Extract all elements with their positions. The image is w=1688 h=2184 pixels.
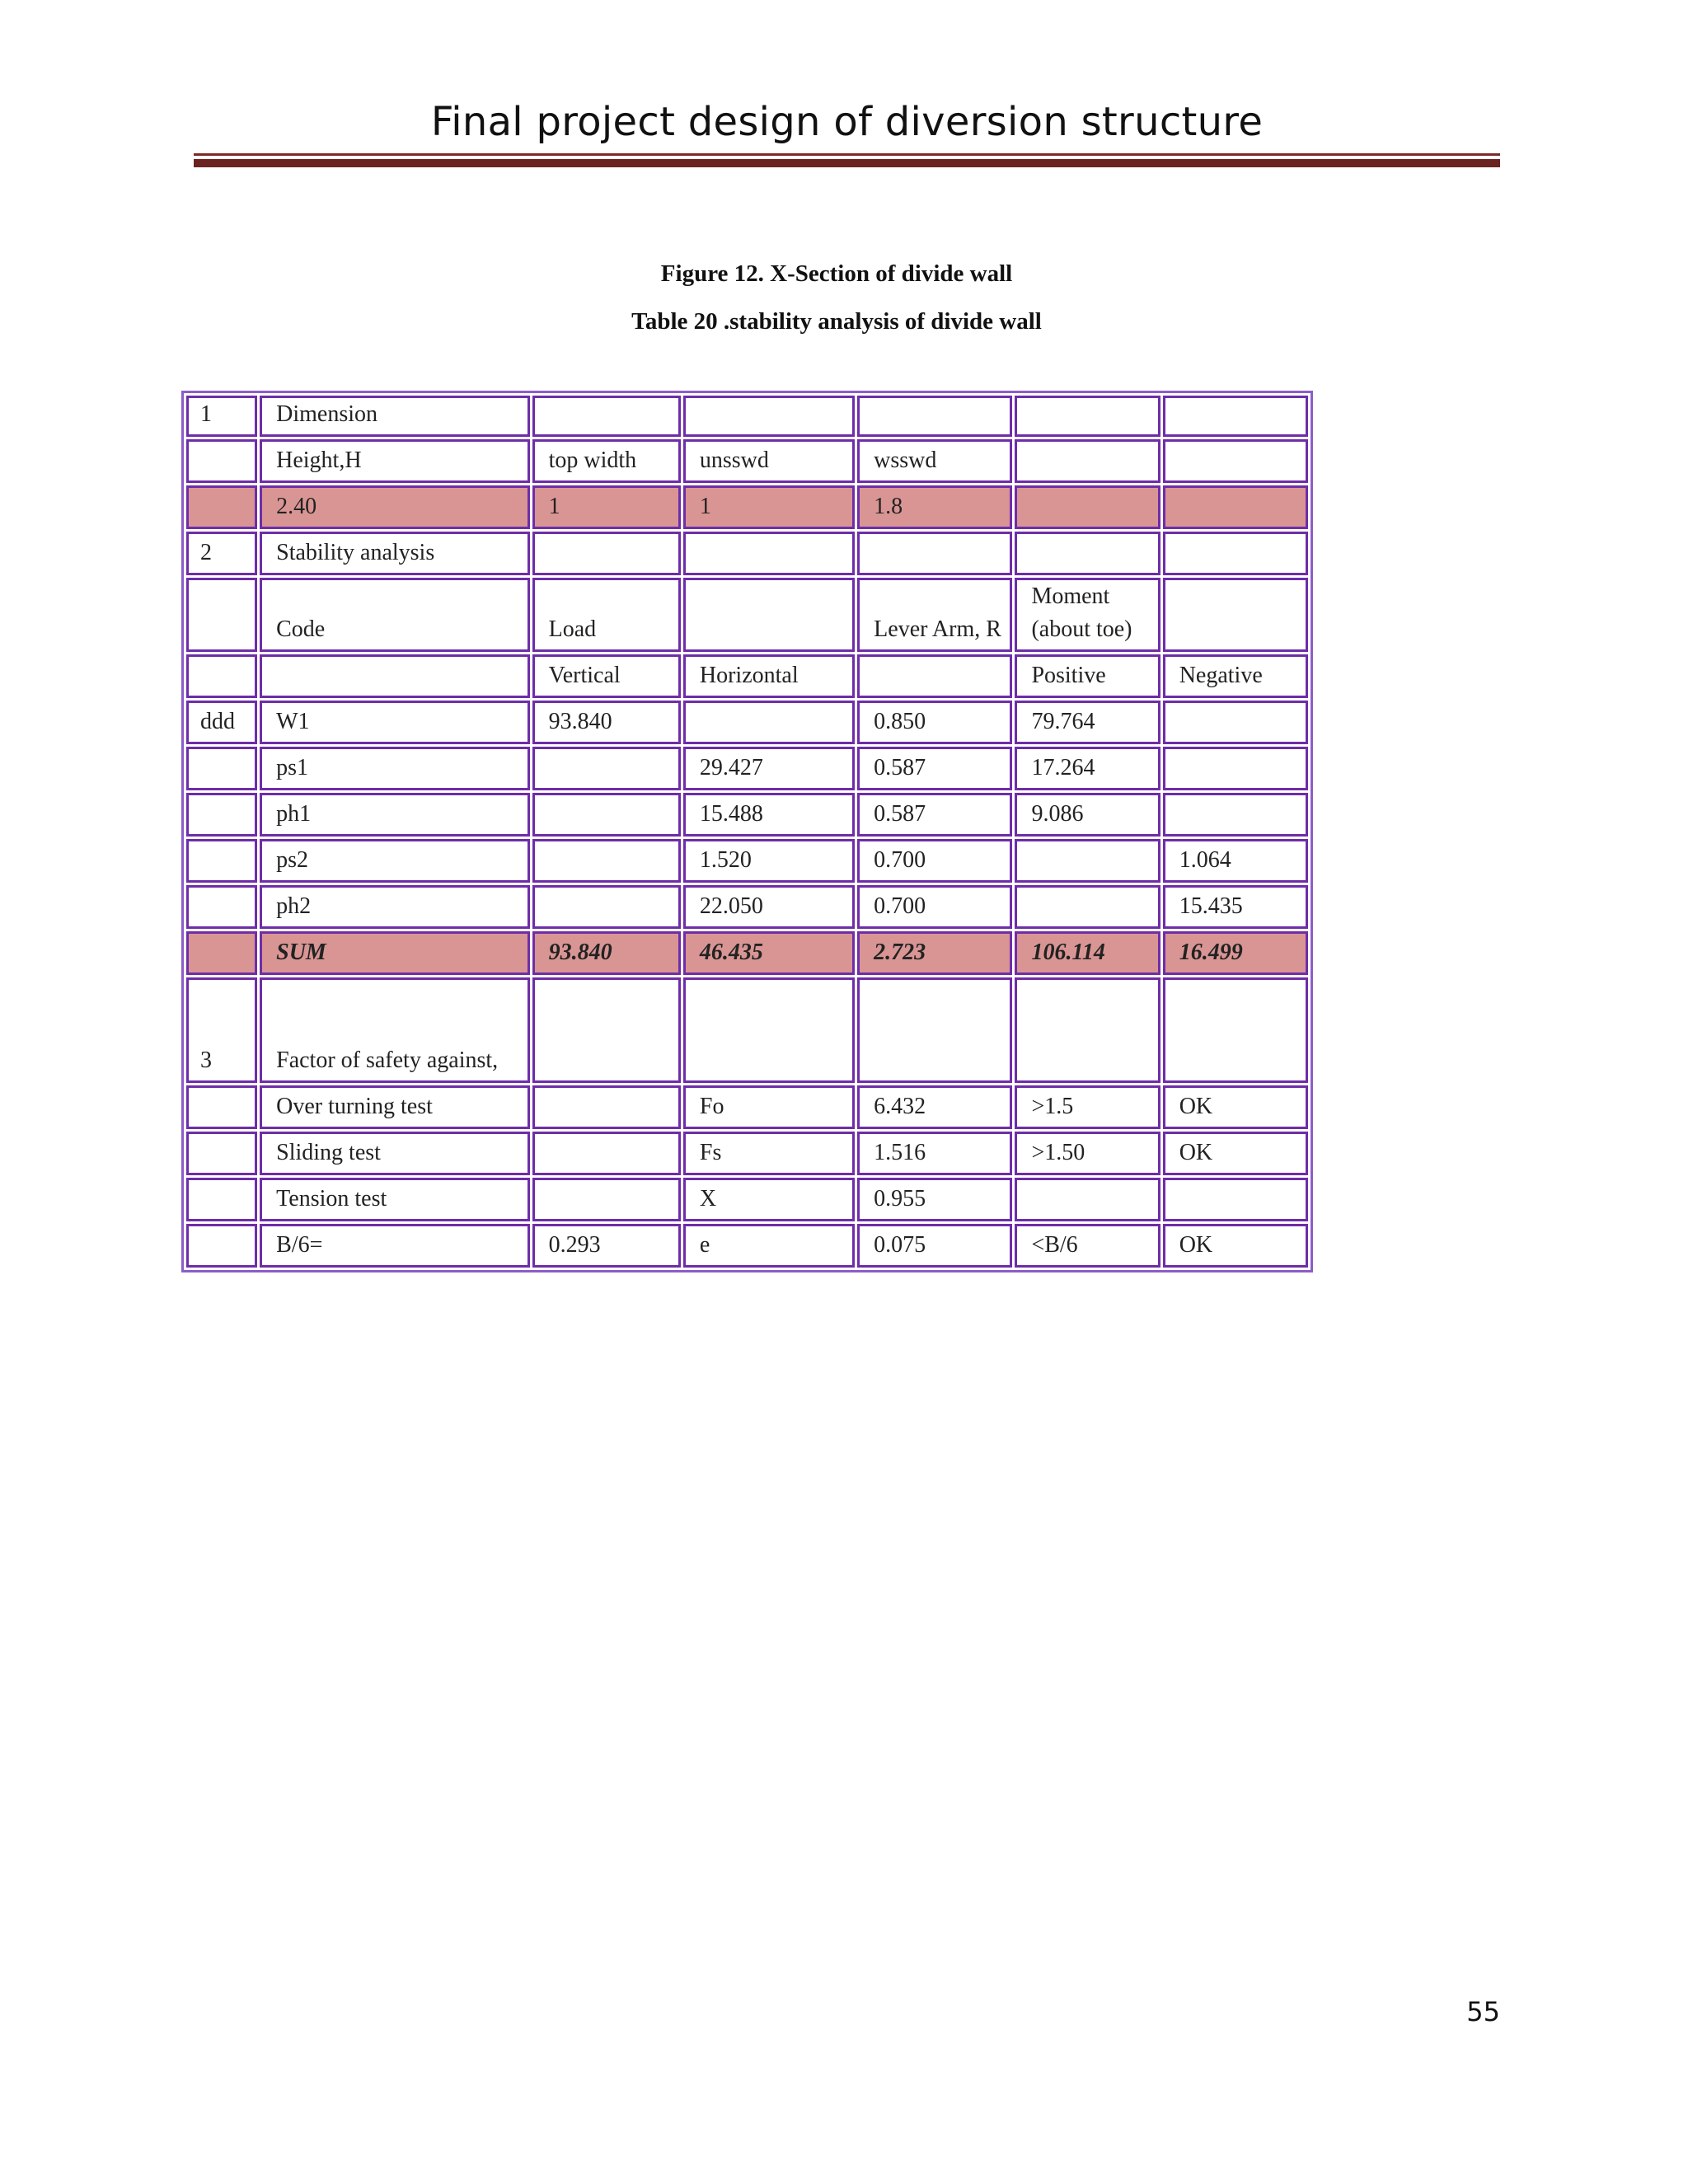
table-cell: 6.432: [857, 1085, 1012, 1129]
table-cell: ddd: [186, 701, 257, 744]
table-cell: 29.427: [683, 747, 855, 790]
table-cell: [857, 654, 1012, 698]
table-cell: [1015, 885, 1160, 929]
table-cell: Moment (about toe): [1015, 578, 1160, 652]
table-cell: 22.050: [683, 885, 855, 929]
table-row: [186, 1224, 1308, 1268]
table-cell: [532, 1178, 681, 1221]
table-caption: Table 20 .stability analysis of divide wall: [631, 308, 1042, 335]
table-cell: [1015, 839, 1160, 883]
table-cell: [186, 931, 257, 975]
table-cell: [1015, 439, 1160, 483]
table-cell: OK: [1163, 1132, 1308, 1175]
table-row: [186, 747, 1308, 790]
table-cell: 15.435: [1163, 885, 1308, 929]
table-cell: Positive: [1015, 654, 1160, 698]
table-cell: [683, 396, 855, 437]
table-cell: [1015, 532, 1160, 575]
table-cell: [186, 485, 257, 529]
table-cell: Stability analysis: [260, 532, 529, 575]
stability-analysis-table-frame: [181, 391, 1313, 1272]
table-cell: 93.840: [532, 931, 681, 975]
table-cell: [1163, 532, 1308, 575]
table-cell: ps2: [260, 839, 529, 883]
table-cell: [683, 532, 855, 575]
table-cell: >1.50: [1015, 1132, 1160, 1175]
table-row: [186, 793, 1308, 837]
table-cell: 1: [186, 396, 257, 437]
table-cell: 9.086: [1015, 793, 1160, 837]
table-cell: [683, 701, 855, 744]
table-cell: [186, 1085, 257, 1129]
table-cell: [1163, 1178, 1308, 1221]
table-cell: 15.488: [683, 793, 855, 837]
header-rule-thick: [194, 159, 1500, 167]
table-cell: [186, 885, 257, 929]
table-row: [186, 839, 1308, 883]
table-cell: [260, 654, 529, 698]
table-cell: [186, 747, 257, 790]
header-rule-thin: [194, 153, 1500, 156]
table-cell: 79.764: [1015, 701, 1160, 744]
table-cell: Dimension: [260, 396, 529, 437]
table-cell: 1.064: [1163, 839, 1308, 883]
table-row: [186, 931, 1308, 975]
table-cell: Factor of safety against,: [260, 977, 529, 1083]
table-cell: Negative: [1163, 654, 1308, 698]
table-cell: Height,H: [260, 439, 529, 483]
table-cell: 1: [532, 485, 681, 529]
table-cell: [1015, 977, 1160, 1083]
table-row: [186, 1178, 1308, 1221]
table-cell: 0.700: [857, 885, 1012, 929]
table-row: [186, 1132, 1308, 1175]
table-cell: 106.114: [1015, 931, 1160, 975]
table-cell: Code: [260, 578, 529, 652]
table-cell: Lever Arm, R: [857, 578, 1012, 652]
table-cell: 3: [186, 977, 257, 1083]
table-cell: [1163, 578, 1308, 652]
table-row: [186, 396, 1308, 437]
table-cell: [683, 977, 855, 1083]
table-cell: [683, 578, 855, 652]
table-cell: 1.516: [857, 1132, 1012, 1175]
table-cell: [1015, 396, 1160, 437]
table-cell: X: [683, 1178, 855, 1221]
table-cell: >1.5: [1015, 1085, 1160, 1129]
table-cell: unsswd: [683, 439, 855, 483]
table-cell: [186, 839, 257, 883]
table-cell: Tension test: [260, 1178, 529, 1221]
table-cell: 2: [186, 532, 257, 575]
table-cell: [1015, 485, 1160, 529]
table-cell: 17.264: [1015, 747, 1160, 790]
table-cell: [186, 1178, 257, 1221]
figure-caption: Figure 12. X-Section of divide wall: [660, 260, 1013, 287]
table-cell: OK: [1163, 1085, 1308, 1129]
table-cell: [532, 396, 681, 437]
table-cell: ph1: [260, 793, 529, 837]
table-row: [186, 485, 1308, 529]
table-cell: 93.840: [532, 701, 681, 744]
table-cell: Over turning test: [260, 1085, 529, 1129]
table-cell: [186, 1132, 257, 1175]
table-cell: Fo: [683, 1085, 855, 1129]
table-cell: Sliding test: [260, 1132, 529, 1175]
table-cell: [1163, 747, 1308, 790]
table-cell: [532, 977, 681, 1083]
table-cell: 0.075: [857, 1224, 1012, 1268]
table-cell: [532, 532, 681, 575]
table-cell: [186, 578, 257, 652]
table-cell: [857, 977, 1012, 1083]
table-cell: [186, 1224, 257, 1268]
table-cell: SUM: [260, 931, 529, 975]
table-cell: Vertical: [532, 654, 681, 698]
table-cell: [532, 839, 681, 883]
table-cell: 2.40: [260, 485, 529, 529]
table-cell: 2.723: [857, 931, 1012, 975]
table-row: [186, 1085, 1308, 1129]
table-cell: [1163, 977, 1308, 1083]
page-number: 55: [1466, 1996, 1500, 2027]
table-cell: wsswd: [857, 439, 1012, 483]
table-cell: B/6=: [260, 1224, 529, 1268]
table-cell: [1163, 396, 1308, 437]
table-cell: W1: [260, 701, 529, 744]
table-cell: [1163, 793, 1308, 837]
table-cell: [1163, 701, 1308, 744]
table-cell: [857, 532, 1012, 575]
table-cell: [1163, 439, 1308, 483]
table-cell: 0.293: [532, 1224, 681, 1268]
table-cell: [532, 1132, 681, 1175]
table-cell: 16.499: [1163, 931, 1308, 975]
table-cell: [532, 747, 681, 790]
table-cell: OK: [1163, 1224, 1308, 1268]
table-cell: Load: [532, 578, 681, 652]
table-row: [186, 439, 1308, 483]
table-cell: top width: [532, 439, 681, 483]
table-body: [186, 396, 1308, 1268]
table-cell: [186, 654, 257, 698]
table-cell: 1.8: [857, 485, 1012, 529]
table-row: [186, 701, 1308, 744]
table-row: [186, 578, 1308, 652]
table-cell: e: [683, 1224, 855, 1268]
table-cell: 0.700: [857, 839, 1012, 883]
table-cell: 46.435: [683, 931, 855, 975]
table-cell: 0.955: [857, 1178, 1012, 1221]
table-row: [186, 885, 1308, 929]
table-cell: ps1: [260, 747, 529, 790]
table-cell: Horizontal: [683, 654, 855, 698]
table-row: [186, 654, 1308, 698]
table-cell: 0.587: [857, 793, 1012, 837]
table-cell: [186, 793, 257, 837]
table-cell: [532, 885, 681, 929]
table-cell: <B/6: [1015, 1224, 1160, 1268]
table-cell: 0.587: [857, 747, 1012, 790]
table-cell: 1: [683, 485, 855, 529]
table-cell: 0.850: [857, 701, 1012, 744]
table-cell: [532, 1085, 681, 1129]
table-cell: [1015, 1178, 1160, 1221]
table-row: [186, 977, 1308, 1083]
table-cell: [1163, 485, 1308, 529]
table-row: [186, 532, 1308, 575]
table-cell: [532, 793, 681, 837]
table-cell: [857, 396, 1012, 437]
table-cell: [186, 439, 257, 483]
page-header-title: Final project design of diversion structure: [430, 99, 1264, 145]
table-cell: 1.520: [683, 839, 855, 883]
table-cell: ph2: [260, 885, 529, 929]
stability-analysis-table: [184, 393, 1311, 1270]
table-cell: Fs: [683, 1132, 855, 1175]
